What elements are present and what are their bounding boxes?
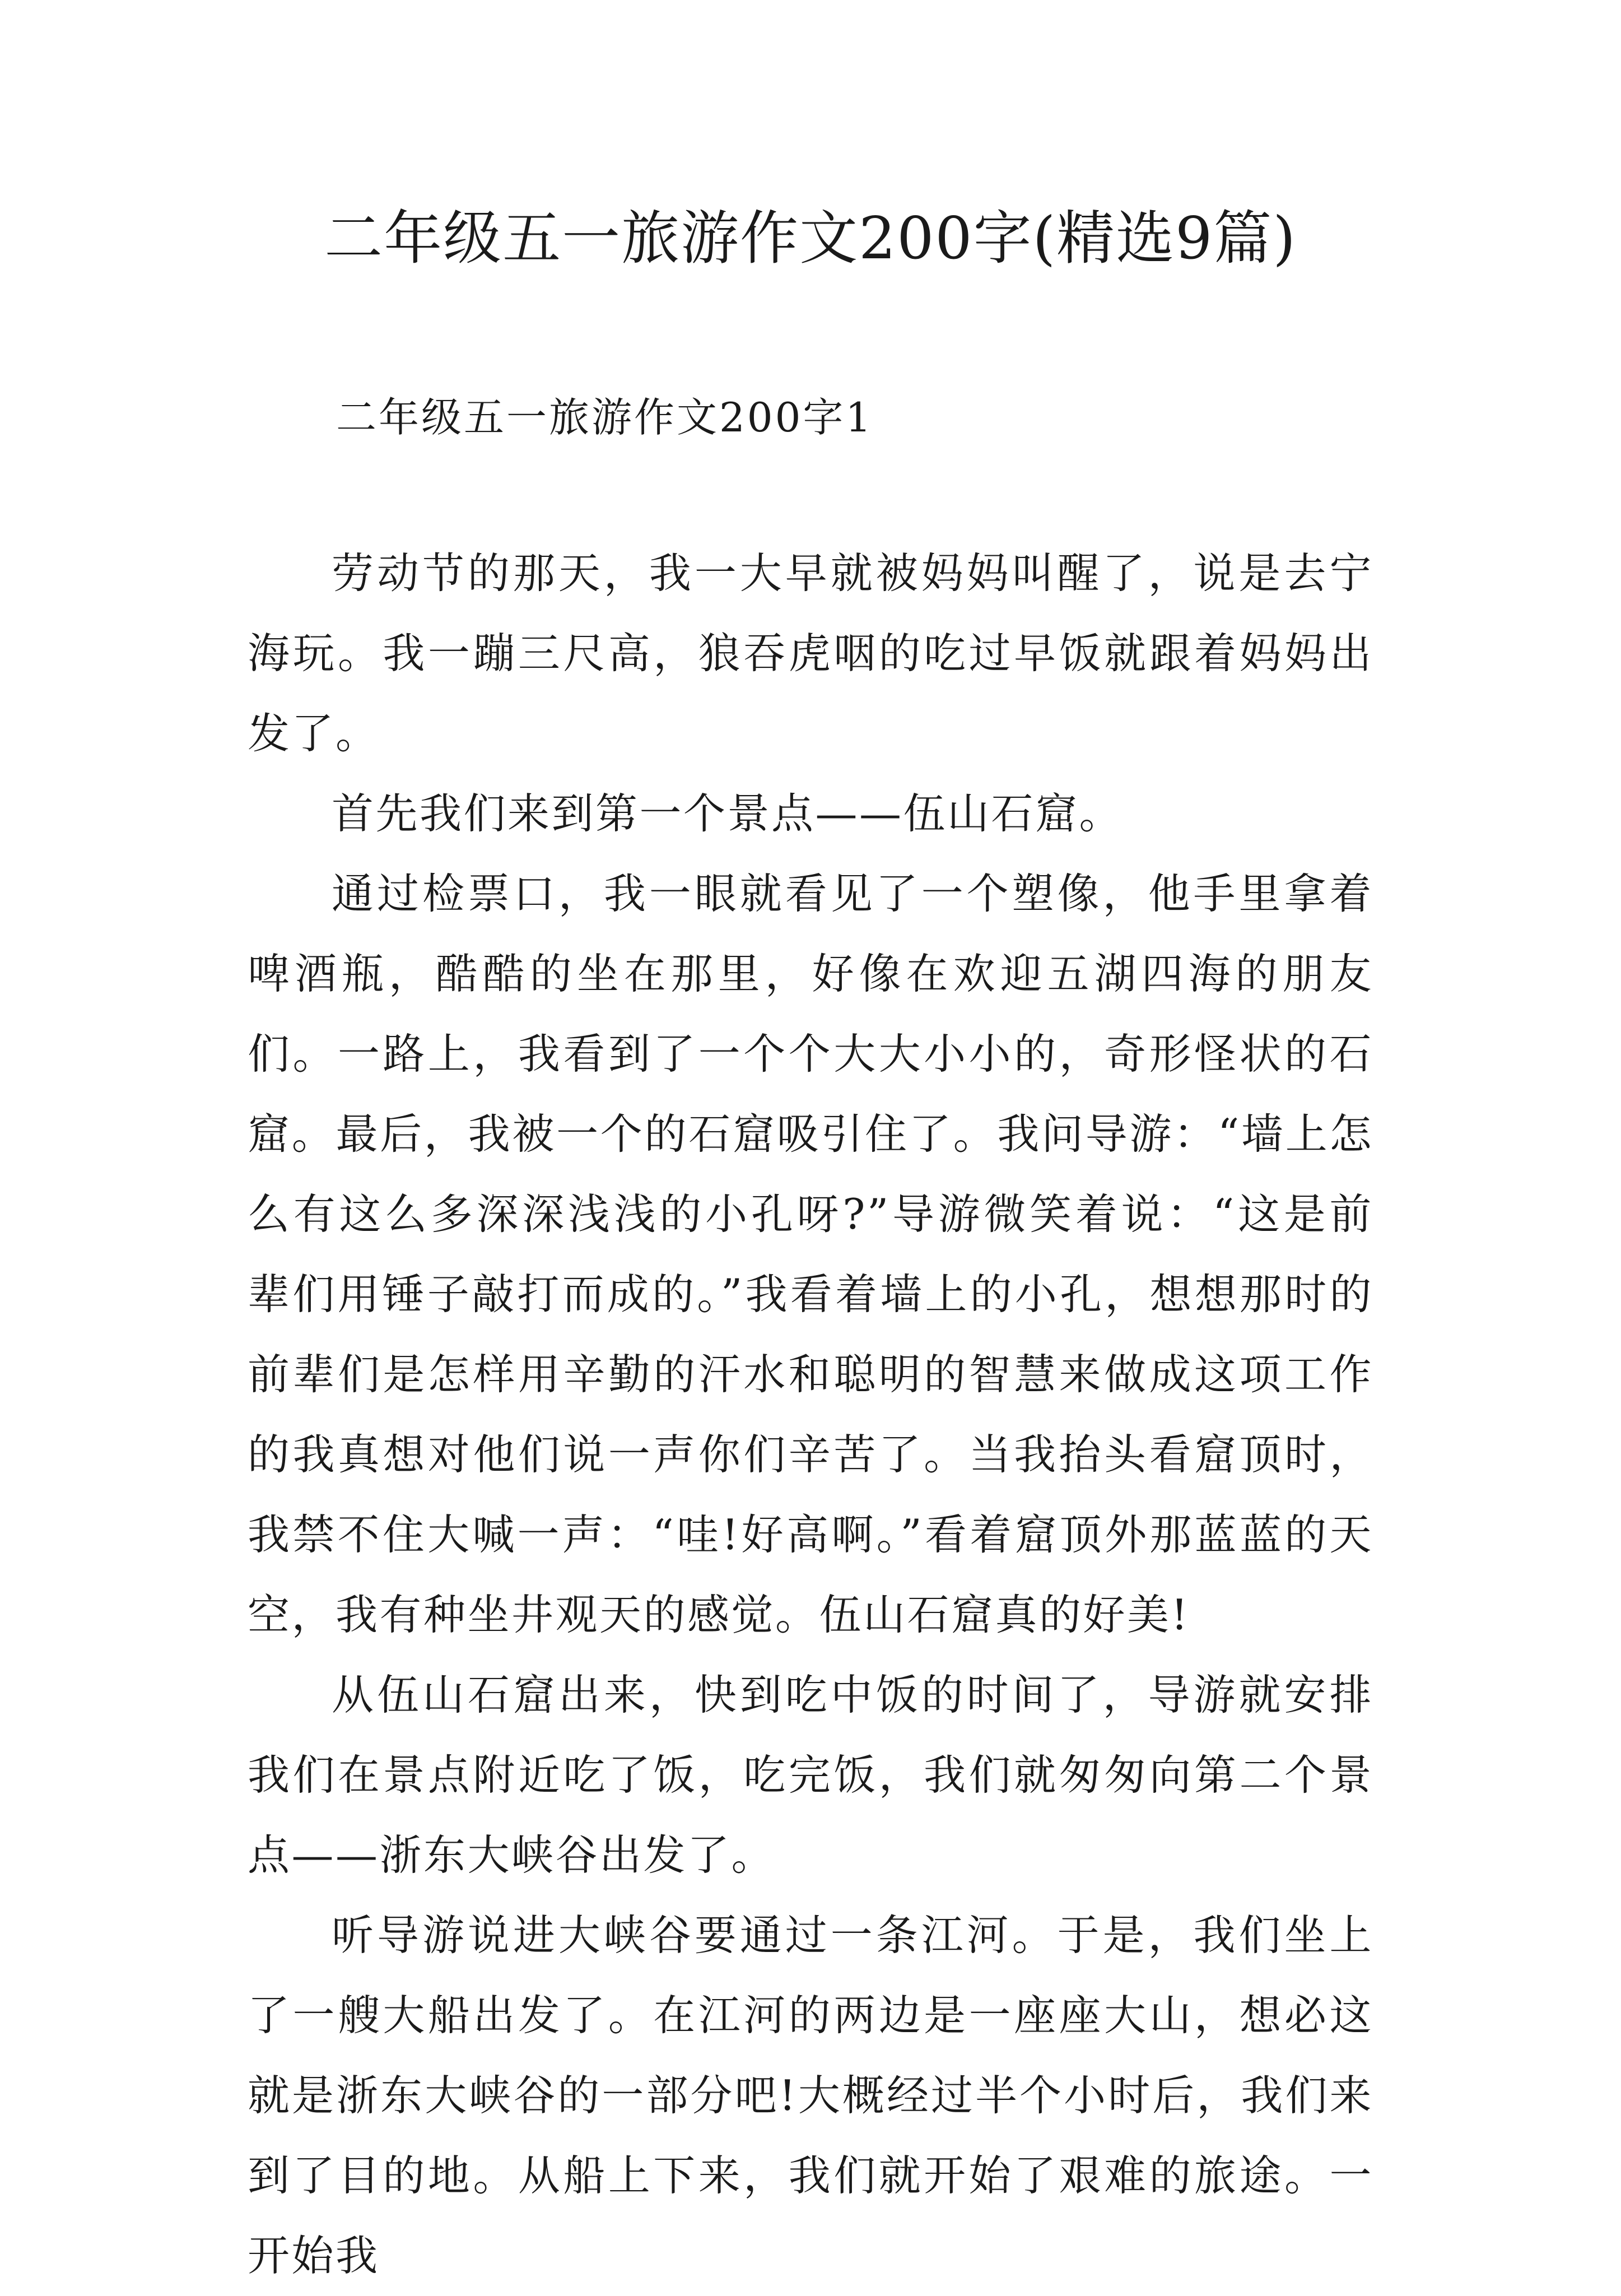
paragraph: 通过检票口，我一眼就看见了一个塑像，他手里拿着啤酒瓶，酷酷的坐在那里，好像在欢迎五湖四海的朋友们。一路上，我看到了一个个大大小小的，奇形怪状的石窟。最后，我被一个的石窟吸引住了。我问导游：“墙上怎么有这么多深深浅浅的小孔呀?”导游微笑着说：“这是前辈们用锤子敲打而成的。”我看着墙上的小孔，想想那时的前辈们是怎样用辛勤的汗水和聪明的智慧来做成这项工作的我真想对他们说一声你们辛苦了。当我抬头看窟顶时，我禁不住大喊一声：“哇!好高啊。”看着窟顶外那蓝蓝的天空，我有种坐井观天的感觉。伍山石窟真的好美!: [248, 869, 1373, 1639]
section-heading: 二年级五一旅游作文200字1: [336, 394, 874, 441]
paragraph: 首先我们来到第一个景点——伍山石窟。: [332, 789, 1124, 838]
paragraph: 劳动节的那天，我一大早就被妈妈叫醒了，说是去宁海玩。我一蹦三尺高，狼吞虎咽的吃过早饭就跟着妈妈出发了。: [248, 549, 1373, 758]
document-title: 二年级五一旅游作文200字(精选9篇): [324, 204, 1297, 272]
paragraph: 听导游说进大峡谷要通过一条江河。于是，我们坐上了一艘大船出发了。在江河的两边是一座座大山，想必这就是浙东大峡谷的一部分吧!大概经过半个小时后，我们来到了目的地。从船上下来，我们就开始了艰难的旅途。一开始我: [248, 1911, 1373, 2280]
paragraph: 从伍山石窟出来，快到吃中饭的时间了，导游就安排我们在景点附近吃了饭，吃完饭，我们就匆匆向第二个景点——浙东大峡谷出发了。: [248, 1670, 1373, 1880]
document-body: [248, 533, 1373, 2296]
